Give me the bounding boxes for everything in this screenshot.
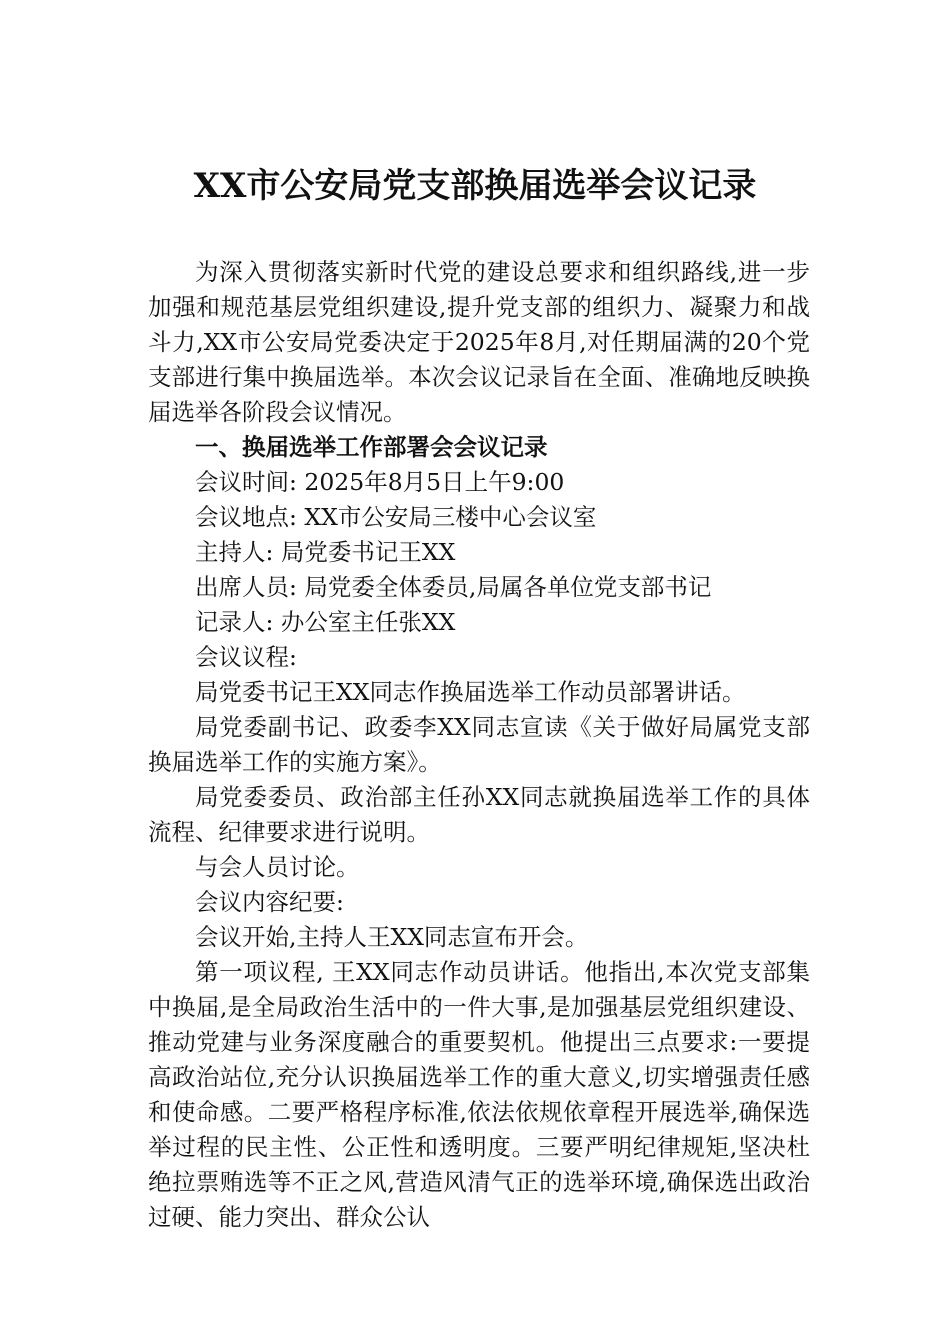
agenda-item: 局党委委员、政治部主任孙XX同志就换届选举工作的具体流程、纪律要求进行说明。 [148,783,810,846]
summary-label: 会议内容纪要: [195,888,344,916]
summary-opening: 会议开始,主持人王XX同志宣布开会。 [195,923,589,951]
meeting-host: 主持人: 局党委书记王XX [195,538,456,566]
meeting-recorder: 记录人: 办公室主任张XX [195,608,456,636]
agenda-item: 与会人员讨论。 [195,853,360,881]
agenda-item: 局党委副书记、政委李XX同志宣读《关于做好局属党支部换届选举工作的实施方案》。 [148,713,810,776]
meeting-place: 会议地点: XX市公安局三楼中心会议室 [195,503,597,531]
section-heading: 一、换届选举工作部署会会议记录 [195,433,548,461]
first-item-paragraph: 第一项议程, 王XX同志作动员讲话。他指出,本次党支部集中换届,是全局政治生活中的一件大事,是加强基层党组织建设、推动党建与业务深度融合的重要契机。他提出三点要求:一要提高政治站位,充分认识换届选举工作的重大意义,切实增强责任感和使命感。二要严格程序标准,依法依规依章程开展选举,确保选举过程的民主性、公正性和透明度。三要严明纪律规矩,坚决杜绝拉票贿选等不正之风,营造风清气正的选举环境,确保选出政治过硬、能力突出、群众公认 [148,958,810,1231]
intro-paragraph: 为深入贯彻落实新时代党的建设总要求和组织路线,进一步加强和规范基层党组织建设,提升党支部的组织力、凝聚力和战斗力,XX市公安局党委决定于2025年8月,对任期届满的20个党支部进行集中换届选举。本次会议记录旨在全面、准确地反映换届选举各阶段会议情况。 [148,258,810,426]
document-body [148,255,810,1235]
agenda-item: 局党委书记王XX同志作换届选举工作动员部署讲话。 [195,678,746,706]
agenda-label: 会议议程: [195,643,297,671]
meeting-attendees: 出席人员: 局党委全体委员,局属各单位党支部书记 [195,573,712,601]
document-title: XX市公安局党支部换届选举会议记录 [193,166,757,206]
meeting-time: 会议时间: 2025年8月5日上午9:00 [195,468,565,496]
